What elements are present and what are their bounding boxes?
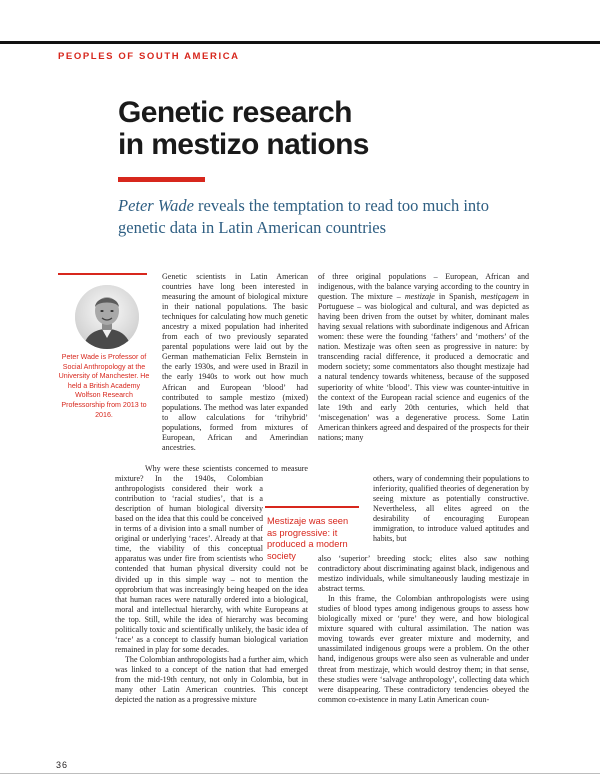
headline-accent-bar [118,177,205,182]
body-paragraph: Genetic scientists in Latin American countries have long been interested in measuring the amount of biological mixture in their national populations. The basic techniques for calculating how much genetic ancestry a mixed population had inherited from each of two previously separated parental populations were laid out by the German mathematician Felix Bernstein in the early 1930s, and were used in Brazil in the early 1940s to work out how much African and European ‘blood’ had contributed to sample mestizo (mixed) populations. The method was later expanded to allow calculations for ‘trihybrid’ populations, formed from mixtures of European, African and Amerindian ancestries. [162,272,308,452]
author-portrait [75,285,139,349]
body-paragraph [318,272,529,443]
body-term: mestizaje [404,292,435,302]
headline-line-2: in mestizo nations [118,128,369,161]
body-text-run: in Portuguese – was biological and cultural, and was depicted as having been driven from the outset by whiter, dominant males having sexual relations with subordinate indigenous and African women: these were the founding ‘fathers’ and ‘mothers’ of the nation. Mestizaje was often seen as progressive in nature: by transcending racial difference, it produced a democratic and modern society; some commentators also thought mestizaje had a natural tendency towards whiteness, because of the supposed superiority of white ‘blood’. This view was counter-intuitive in the context of the European racial science and eugenics of the late 19th and early 20th centuries, which held that ‘miscegenation’ was a degenerative process. Some Latin American thinkers agreed and despaired of the prospects for their nations; many [318,292,529,442]
body-column-2-bottom [318,554,529,705]
body-column-2-top [318,272,529,443]
body-paragraph-lead: Why were these scientists concerned to measure [145,464,308,473]
section-label: PEOPLES OF SOUTH AMERICA [58,51,240,62]
standfirst-author: Peter Wade [118,196,194,215]
author-bio: Peter Wade is Professor of Social Anthropology at the University of Manchester. He held a British Academy Wolfson Research Professorship from 2013 to 2016. [58,353,150,419]
headline-line-1: Genetic research [118,96,352,129]
page-number: 36 [56,760,69,770]
top-rule [0,41,600,44]
body-paragraph-continued: also ‘superior’ breeding stock; elites also saw nothing contradictory about discriminating against black, indigenous and mestizo individuals, while simultaneously lauding mestizaje in abstract terms. [318,554,529,594]
body-column-1-top [162,272,308,453]
standfirst [118,195,538,239]
article-headline [118,97,538,161]
body-paragraph-rest: mixture? In the 1940s, Colombian anthropologists considered their work a contribution to ‘racial studies’, that is a description of human biological diversity based on the idea that this could be conceived in terms of a division into a small number of original or underlying ‘races’. Already at that time, the viability of this conceptual apparatus was under fire from scientists who contended that human physical diversity could not be divided up in this simple way – not to mention the opprobrium that was increasingly being heaped on the idea that human races were naturally ordered into a biological, moral and intellectual hierarchy, with white Europeans at the top. Still, while the idea of hierarchy was becoming politically toxic and scientifically unlikely, the basic idea of ‘race’ as a concept to classify human biological variation remained in play for some decades. [115,474,308,654]
body-paragraph-continued: others, wary of condemning their populations to inferiority, qualified theories of degeneration by seeing mixture as potentially constructive. Nevertheless, all elites agreed on the desirability of encouraging European immigration, to introduce valued aptitudes and habits, but [373,474,529,544]
footer-rule [0,773,600,774]
body-term: mestiçagem [480,292,519,302]
standfirst-text: reveals the temptation to read too much into genetic data in Latin American countries [118,196,490,237]
pull-quote-rule [265,506,359,508]
body-column-2-middle [373,474,529,544]
pull-quote: Mestizaje was seen as progressive: it produced a modern society [267,516,349,561]
bio-rule [58,273,147,275]
body-paragraph: In this frame, the Colombian anthropologists were using studies of blood types among indigenous groups to assess how biologically mixed or ‘pure’ they were, and how biological mixture squared with cultural assimilation. The nation was moving towards ever greater mixture and modernity, and unassimilated indigenous groups were a problem. On the other hand, indigenous groups were also seen as vulnerable and under threat from mestizaje, which would destroy them; in that sense, these studies were ‘salvage anthropology’, collecting data which were disappearing. These contradictory tendencies obeyed the common co-existence in many Latin American coun- [318,594,529,704]
portrait-image [75,285,139,349]
body-column-1-bottom [115,464,308,705]
body-text-run: of three original populations – European, African and indigenous, with the balance varying according to the country in question. The mixture – [318,272,529,302]
body-text-run: in Spanish, [434,292,481,302]
body-paragraph: The Colombian anthropologists had a further aim, which was linked to a concept of the nation that had emerged from the mid-19th century, not only in Colombia, but in many other Latin American countries. This concept depicted the nation as a progressive mixture [115,654,308,705]
